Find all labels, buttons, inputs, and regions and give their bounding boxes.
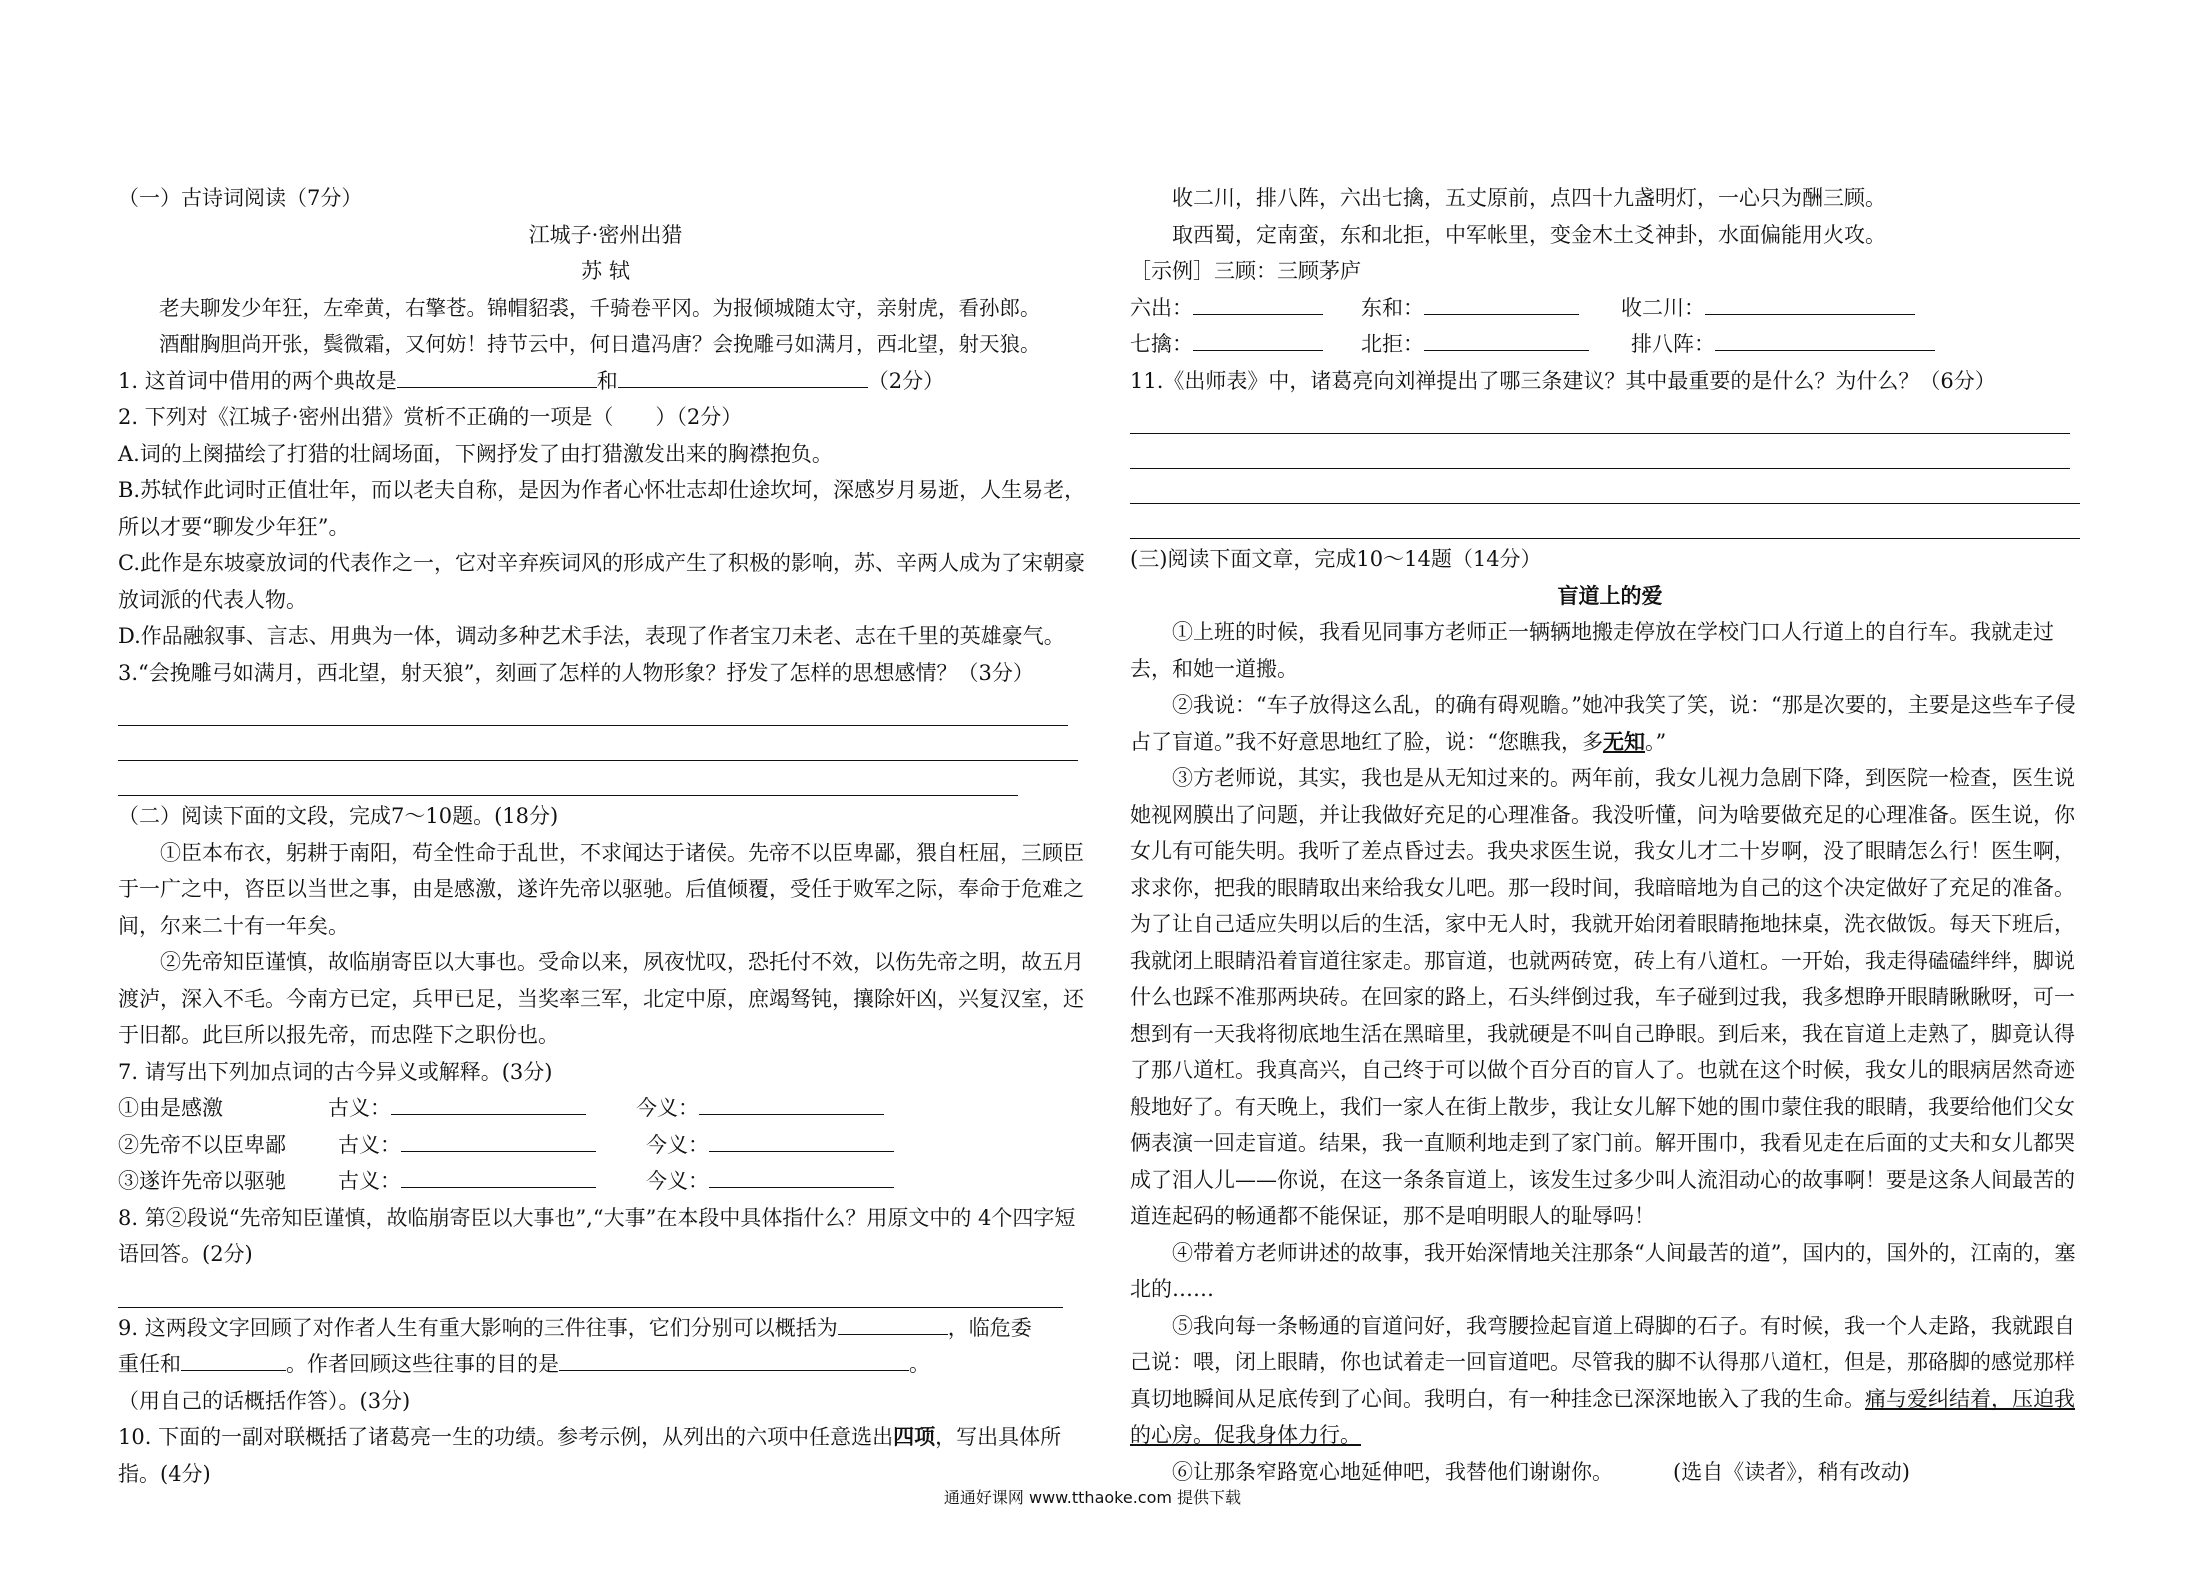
answer-blank[interactable]: [1715, 328, 1935, 351]
modern-meaning-label: 今义：: [646, 1169, 709, 1193]
question-7-item: ②先帝不以臣卑鄙: [118, 1132, 286, 1157]
answer-blank[interactable]: [618, 365, 868, 388]
question-3: 3.“会挽雕弓如满月，西北望，射天狼”，刻画了怎样的人物形象？抒发了怎样的思想感情？（3分）: [118, 660, 1034, 685]
answer-blank[interactable]: [1424, 292, 1579, 315]
question-10: [118, 1419, 1093, 1492]
question-2: 2. 下列对《江城子·密州出猎》赏析不正确的一项是（ ）（2分）: [118, 405, 743, 429]
underlined-sentence: 痛与爱纠结着，压迫我的心房。促我身体力行。: [1130, 1386, 2075, 1447]
section-2-header: （二）阅读下面的文段，完成7～10题。(18分): [118, 804, 559, 828]
right-column: [1130, 180, 2090, 1490]
ancient-meaning-label: 古义：: [338, 1169, 401, 1193]
article-paragraph-1: ①上班的时候，我看见同事方老师正一辆辆地搬走停放在学校门口人行道上的自行车。我就走过去，和她一道搬。: [1130, 620, 2054, 681]
answer-blank[interactable]: [397, 365, 597, 388]
question-7-item: ③遂许先帝以驱驰: [118, 1169, 286, 1193]
article-paragraph-2-end: 。”: [1644, 729, 1667, 754]
fill-label: 七擒：: [1130, 332, 1193, 356]
question-9-cont: [118, 1346, 1093, 1383]
question-1-score: （2分）: [867, 368, 945, 393]
article-title: 盲道上的爱: [1557, 582, 1663, 608]
poem-title: 江城子·密州出猎: [528, 222, 683, 247]
article-paragraph-5-text: ⑤我向每一条畅通的盲道问好，我弯腰捡起盲道上碍脚的石子。有时候，我一个人走路，我就跟自己说：喂，闭上眼睛，你也试着走一回盲道吧。尽管我的脚不认得那八道杠，但是，那硌脚的感觉那样真切地瞬间从足底传到了心间。我明白，有一种挂念已深深地嵌入了我的生命。: [1130, 1313, 2075, 1411]
question-2-option-c: C.此作是东坡豪放词的代表作之一，它对辛弃疾词风的形成产生了积极的影响，苏、辛两人成为了宋朝豪放词派的代表人物。: [118, 551, 1085, 612]
fill-label: 收二川：: [1621, 295, 1705, 320]
answer-blank[interactable]: [1193, 328, 1323, 351]
question-2-option-b: B.苏轼作此词时正值壮年，而以老夫自称，是因为作者心怀壮志却仕途坎坷，深感岁月易逝，人生易老，所以才要“聊发少年狂”。: [118, 478, 1086, 539]
answer-blank[interactable]: [401, 1165, 596, 1188]
poem-line-2: 酒酣胸胆尚开张，鬓微霜，又何妨！持节云中，何日遣冯唐？会挽雕弓如满月，西北望，射天狼。: [159, 332, 1041, 356]
left-column: [118, 180, 1093, 1492]
question-9-text-2: ，临危委: [947, 1315, 1032, 1340]
answer-line[interactable]: [118, 761, 1018, 796]
answer-blank[interactable]: [559, 1348, 909, 1371]
modern-meaning-label: 今义：: [636, 1096, 699, 1120]
answer-blank[interactable]: [699, 1092, 884, 1115]
question-8: 8. 第②段说“先帝知臣谨慎，故临崩寄臣以大事也”,“大事”在本段中具体指什么？用原文中的 4个四字短语回答。(2分): [118, 1205, 1076, 1266]
passage-paragraph-1: ①臣本布衣，躬耕于南阳，苟全性命于乱世，不求闻达于诸侯。先帝不以臣卑鄙，猥自枉屈，三顾臣于一广之中，咨臣以当世之事，由是感激，遂许先帝以驱驰。后值倾覆，受任于败军之际，奉命于危难之间，尔来二十有一年矣。: [118, 840, 1084, 938]
answer-line[interactable]: [1130, 434, 2070, 469]
article-paragraph-5: [1130, 1308, 2090, 1454]
modern-meaning-label: 今义：: [646, 1132, 709, 1157]
section-3-header: (三)阅读下面文章，完成10～14题（14分）: [1130, 547, 1542, 571]
answer-line[interactable]: [1130, 504, 2080, 539]
ancient-meaning-label: 古义：: [338, 1132, 401, 1157]
answer-blank[interactable]: [401, 1129, 596, 1152]
key-word: 无知: [1602, 728, 1645, 754]
couplet-line-2: 取西蜀，定南蛮，东和北拒，中军帐里，变金木土爻神卦，水面偏能用火攻。: [1172, 222, 1886, 247]
question-7-row: [118, 1163, 1093, 1200]
question-9-text-3: 重任和: [118, 1352, 181, 1376]
answer-line[interactable]: [1130, 399, 2070, 434]
answer-blank[interactable]: [1424, 328, 1589, 351]
answer-blank[interactable]: [1705, 292, 1915, 315]
poem-author: 苏 轼: [581, 259, 630, 283]
question-1-and: 和: [596, 368, 618, 393]
question-9-text-5: 。: [909, 1352, 930, 1376]
fill-row: [1130, 326, 2090, 363]
question-7-item: ①由是感激: [118, 1096, 223, 1120]
article-paragraph-4: ④带着方老师讲述的故事，我开始深情地关注那条“人间最苦的道”，国内的，国外的，江南的，塞北的……: [1130, 1240, 2076, 1301]
question-1: [118, 363, 1093, 400]
question-2-option-d: D.作品融叙事、言志、用典为一体，调动多种艺术手法，表现了作者宝刀未老、志在千里的英雄豪气。: [118, 624, 1065, 648]
question-9: [118, 1310, 1093, 1347]
article-source: (选自《读者》，稍有改动): [1673, 1459, 1910, 1484]
answer-line[interactable]: [118, 726, 1078, 761]
question-10-text-2: ，写出具体所指。(4分): [118, 1425, 1062, 1486]
fill-label: 东和：: [1361, 295, 1424, 320]
question-1-text: 1. 这首词中借用的两个典故是: [118, 368, 397, 393]
answer-blank[interactable]: [391, 1092, 586, 1115]
answer-line[interactable]: [1130, 469, 2080, 504]
answer-line[interactable]: [118, 691, 1068, 726]
question-10-text: 10. 下面的一副对联概括了诸葛亮一生的功绩。参考示例，从列出的六项中任意选出: [118, 1425, 894, 1449]
answer-line[interactable]: [118, 1273, 1063, 1308]
article-paragraph-2-text: ②我说：“车子放得这么乱，的确有碍观瞻。”她冲我笑了笑，说：“那是次要的，主要是这些车子侵占了盲道。”我不好意思地红了脸，说：“您瞧我，多: [1130, 693, 2076, 754]
answer-blank[interactable]: [838, 1312, 948, 1335]
answer-blank[interactable]: [181, 1348, 286, 1371]
question-7-row: [118, 1127, 1093, 1164]
answer-blank[interactable]: [709, 1129, 894, 1152]
question-7: 7. 请写出下列加点词的古今异义或解释。(3分): [118, 1059, 553, 1084]
question-9-text: 9. 这两段文字回顾了对作者人生有重大影响的三件往事，它们分别可以概括为: [118, 1315, 838, 1340]
question-11: 11.《出师表》中，诸葛亮向刘禅提出了哪三条建议？其中最重要的是什么？为什么？（6分）: [1130, 368, 1996, 393]
fill-label: 北拒：: [1361, 332, 1424, 356]
example-text: ［示例］三顾：三顾茅庐: [1130, 259, 1361, 283]
question-7-row: [118, 1090, 1093, 1127]
page-footer: 通通好课网 www.tthaoke.com 提供下载: [943, 1488, 1242, 1507]
couplet-line-1: 收二川，排八阵，六出七擒，五丈原前，点四十九盏明灯，一心只为酬三顾。: [1172, 186, 1886, 210]
article-paragraph-3: ③方老师说，其实，我也是从无知过来的。两年前，我女儿视力急剧下降，到医院一检查，医生说她视网膜出了问题，并让我做好充足的心理准备。我没听懂，问为啥要做充足的心理准备。医生说，你女儿有可能失明。我听了差点昏过去。我央求医生说，我女儿才二十岁啊，没了眼睛怎么行！医生啊，求求你，把我的眼睛取出来给我女儿吧。那一段时间，我暗暗地为自己的这个决定做好了充足的准备。为了让自己适应失明以后的生活，家中无人时，我就开始闭着眼睛拖地抹桌，洗衣做饭。每天下班后，我就闭上眼睛沿着盲道往家走。那盲道，也就两砖宽，砖上有八道杠。一开始，我走得磕磕绊绊，脚说什么也踩不准那两块砖。在回家的路上，石头绊倒过我，车子碰到过我，我多想睁开眼睛瞅瞅呀，可一想到有一天我将彻底地生活在黑暗里，我就硬是不叫自己睁眼。到后来，我在盲道上走熟了，脚竟认得了那八道杠。我真高兴，自己终于可以做个百分百的盲人了。也就在这个时候，我女儿的眼病居然奇迹般地好了。有天晚上，我们一家人在街上散步，我让女儿解下她的围巾蒙住我的眼睛，我要给他们父女俩表演一回走盲道。结果，我一直顺利地走到了家门前。解开围巾，我看见走在后面的丈夫和女儿都哭成了泪人儿——你说，在这一条条盲道上，该发生过多少叫人流泪动心的故事啊！要是这条人间最苦的道连起码的畅通都不能保证，那不是咱明眼人的耻辱吗！: [1130, 766, 2075, 1228]
passage-paragraph-2: ②先帝知臣谨慎，故临崩寄臣以大事也。受命以来，夙夜忧叹，恐托付不效，以伤先帝之明，故五月渡泸，深入不毛。今南方已定，兵甲已足，当奖率三军，北定中原，庶竭驽钝，攘除奸凶，兴复汉室，还于旧都。此巨所以报先帝，而忠陛下之职份也。: [118, 950, 1084, 1047]
poem-line-1: 老夫聊发少年狂，左牵黄，右擎苍。锦帽貂裘，千骑卷平冈。为报倾城随太守，亲射虎，看孙郎。: [159, 295, 1041, 320]
article-paragraph-6-text: ⑥让那条窄路宽心地延伸吧，我替他们谢谢你。: [1172, 1459, 1613, 1484]
question-2-option-a: A.词的上阕描绘了打猎的壮阔场面，下阙抒发了由打猎激发出来的胸襟抱负。: [118, 441, 833, 466]
fill-row: [1130, 290, 2090, 327]
fill-label: 排八阵：: [1631, 332, 1715, 356]
fill-label: 六出：: [1130, 295, 1193, 320]
question-10-emphasis: 四项: [893, 1424, 936, 1449]
ancient-meaning-label: 古义：: [328, 1096, 391, 1120]
answer-blank[interactable]: [709, 1165, 894, 1188]
article-paragraph-2: [1130, 687, 2090, 760]
question-9-note: （用自己的话概括作答）。(3分): [118, 1388, 411, 1413]
question-9-text-4: 。作者回顾这些往事的目的是: [286, 1352, 559, 1376]
section-1-header: （一）古诗词阅读（7分）: [118, 186, 363, 210]
answer-blank[interactable]: [1193, 292, 1323, 315]
